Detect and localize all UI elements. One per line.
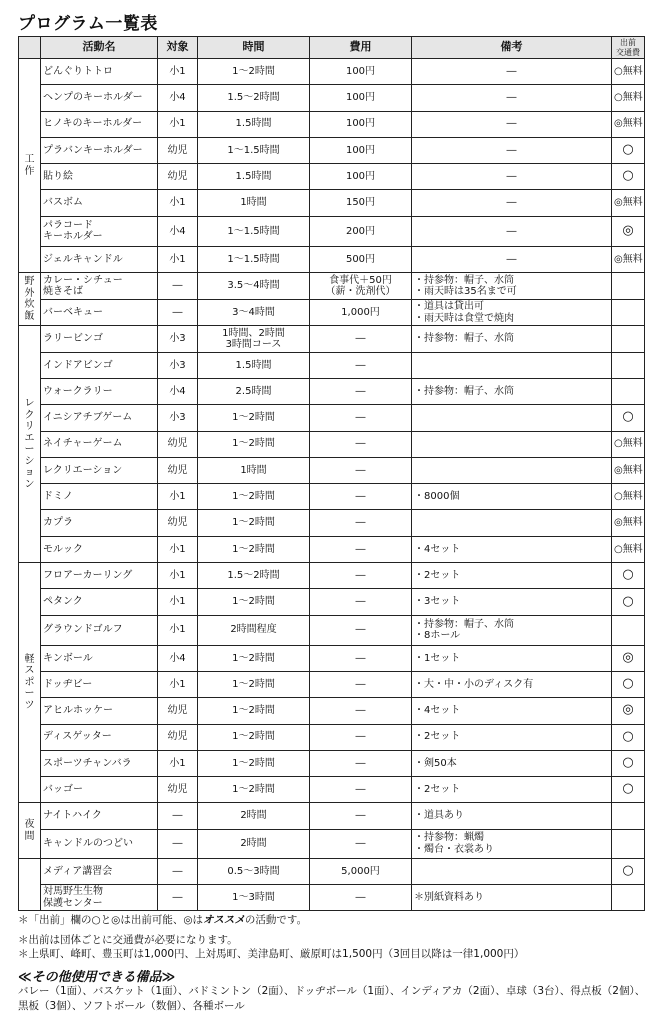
notes-cell: ― (412, 137, 612, 163)
target-cell: 幼児 (158, 137, 198, 163)
target-cell: ― (158, 858, 198, 884)
category-cell (19, 563, 41, 803)
time-cell: 1〜2時間 (198, 589, 310, 615)
activity-name: プラバンキーホルダー (41, 137, 158, 163)
transport-cell: ○無料 (612, 484, 645, 510)
target-cell: 小3 (158, 326, 198, 352)
transport-cell (612, 829, 645, 858)
category-label: レクリエーション (24, 398, 35, 490)
notes-cell: ― (412, 111, 612, 137)
notes-cell: ― (412, 190, 612, 216)
table-row (19, 352, 645, 378)
notes-cell (412, 431, 612, 457)
target-cell: 小4 (158, 85, 198, 111)
activity-name: キンボール (41, 645, 158, 671)
target-cell: 幼児 (158, 698, 198, 724)
time-cell: 1.5〜2時間 (198, 563, 310, 589)
category-cell (19, 858, 41, 911)
target-cell: 小1 (158, 671, 198, 697)
transport-cell (612, 326, 645, 352)
time-cell: 1時間 (198, 457, 310, 483)
cost-cell: 100円 (310, 111, 412, 137)
cost-cell: 食事代＋50円 （薪・洗剤代） (310, 273, 412, 300)
transport-cell: ◎無料 (612, 246, 645, 272)
time-cell: 2時間 (198, 803, 310, 829)
transport-cell (612, 803, 645, 829)
time-cell: 2.5時間 (198, 378, 310, 404)
table-row (19, 111, 645, 137)
cost-cell: ― (310, 484, 412, 510)
time-cell: 1〜1.5時間 (198, 246, 310, 272)
category-cell (19, 273, 41, 326)
header-category (19, 37, 41, 59)
notes-cell: ― (412, 246, 612, 272)
category-cell (19, 803, 41, 858)
target-cell: 小1 (158, 750, 198, 776)
cost-cell: 150円 (310, 190, 412, 216)
activity-name: グラウンドゴルフ (41, 615, 158, 645)
transport-cell (612, 273, 645, 300)
table-row (19, 777, 645, 803)
footnote-2: ＊出前は団体ごとに交通費が必要になります。 (18, 934, 238, 946)
cost-cell: ― (310, 563, 412, 589)
target-cell: 小1 (158, 589, 198, 615)
cost-cell: ― (310, 326, 412, 352)
category-cell (19, 59, 41, 273)
transport-cell: ◎ (612, 216, 645, 246)
notes-cell: ・2セット (412, 724, 612, 750)
activity-name: イニシアチブゲーム (41, 405, 158, 431)
table-row (19, 589, 645, 615)
activity-name: ペタンク (41, 589, 158, 615)
cost-cell: ― (310, 589, 412, 615)
header-target: 対象 (158, 37, 198, 59)
cost-cell: ― (310, 405, 412, 431)
footnote-1 (18, 913, 648, 927)
target-cell: ― (158, 885, 198, 911)
activity-name: ヒノキのキーホルダー (41, 111, 158, 137)
header-notes: 備考 (412, 37, 612, 59)
table-row (19, 885, 645, 911)
time-cell: 1.5時間 (198, 164, 310, 190)
activity-name: ウォークラリー (41, 378, 158, 404)
activity-name: 対馬野生生物 保護センター (41, 885, 158, 911)
notes-cell (412, 405, 612, 431)
recommended-word: オススメ (203, 914, 245, 926)
activity-name: ジェルキャンドル (41, 246, 158, 272)
time-cell: 3〜4時間 (198, 300, 310, 326)
target-cell: 小3 (158, 352, 198, 378)
table-row (19, 698, 645, 724)
cost-cell: 100円 (310, 137, 412, 163)
time-cell: 1〜3時間 (198, 885, 310, 911)
transport-cell (612, 352, 645, 378)
table-row (19, 405, 645, 431)
activity-name: バッゴー (41, 777, 158, 803)
target-cell: 幼児 (158, 510, 198, 536)
activity-name: メディア講習会 (41, 858, 158, 884)
target-cell: 小1 (158, 536, 198, 562)
notes-cell (412, 352, 612, 378)
notes-cell: ― (412, 216, 612, 246)
time-cell: 1〜2時間 (198, 510, 310, 536)
footnote-3: ＊上県町、峰町、豊玉町は1,000円、上対馬町、美津島町、厳原町は1,500円（3回目以降は一律1,000円） (18, 948, 525, 960)
target-cell: 小1 (158, 111, 198, 137)
cost-cell: ― (310, 510, 412, 536)
category-label: 野外炊飯 (24, 276, 35, 322)
cost-cell: 100円 (310, 164, 412, 190)
activity-name: 貼り絵 (41, 164, 158, 190)
target-cell: 小1 (158, 190, 198, 216)
table-row (19, 85, 645, 111)
activity-name: レクリエーション (41, 457, 158, 483)
activity-name: ナイトハイク (41, 803, 158, 829)
target-cell: 小4 (158, 645, 198, 671)
notes-cell (412, 858, 612, 884)
transport-cell: ○ (612, 563, 645, 589)
notes-cell (412, 510, 612, 536)
table-row (19, 164, 645, 190)
transport-cell: ◎無料 (612, 190, 645, 216)
transport-cell: ◎ (612, 698, 645, 724)
table-row (19, 645, 645, 671)
category-label: 工作 (24, 154, 35, 177)
activity-name: どんぐりトトロ (41, 59, 158, 85)
table-row (19, 536, 645, 562)
transport-cell: ○無料 (612, 431, 645, 457)
table-row (19, 750, 645, 776)
time-cell: 1〜2時間 (198, 750, 310, 776)
activity-name: フロアーカーリング (41, 563, 158, 589)
activity-name: ドミノ (41, 484, 158, 510)
target-cell: 幼児 (158, 431, 198, 457)
table-row (19, 563, 645, 589)
target-cell: 小4 (158, 216, 198, 246)
table-row (19, 724, 645, 750)
table-row (19, 300, 645, 326)
time-cell: 1.5時間 (198, 111, 310, 137)
notes-cell: ・8000個 (412, 484, 612, 510)
time-cell: 1〜2時間 (198, 484, 310, 510)
activity-name: スポーツチャンバラ (41, 750, 158, 776)
header-cost: 費用 (310, 37, 412, 59)
transport-cell: ○ (612, 858, 645, 884)
transport-cell: ○ (612, 164, 645, 190)
cost-cell: ― (310, 615, 412, 645)
equipment-title: ≪その他使用できる備品≫ (18, 970, 176, 985)
notes-cell: ・持参物：帽子、水筒 ・8ホール (412, 615, 612, 645)
activity-name: ヘンプのキーホルダー (41, 85, 158, 111)
transport-cell: ◎無料 (612, 510, 645, 536)
target-cell: ― (158, 803, 198, 829)
notes-cell: ― (412, 164, 612, 190)
notes-cell: ・剣50本 (412, 750, 612, 776)
notes-cell: ・2セット (412, 777, 612, 803)
activity-name: パラコード キーホルダー (41, 216, 158, 246)
activity-name: ディスゲッター (41, 724, 158, 750)
transport-cell (612, 378, 645, 404)
cost-cell: ― (310, 378, 412, 404)
table-row (19, 246, 645, 272)
transport-cell: ◎無料 (612, 457, 645, 483)
footnote-1-text: ＊「出前」欄の○と◎は出前可能、◎は (18, 914, 203, 926)
cost-cell: ― (310, 698, 412, 724)
time-cell: 1〜2時間 (198, 405, 310, 431)
equipment-list: バレー（1面）、バスケット（1面）、バドミントン（2面）、ドッヂボール（1面）、インディアカ（2面）、卓球（3台）、得点板（2個）、黒板（3個）、ソフトボール（数個）、各種ボール (18, 985, 646, 1012)
activity-name: ラリービンゴ (41, 326, 158, 352)
notes-cell: ― (412, 59, 612, 85)
table-row (19, 803, 645, 829)
transport-cell (612, 885, 645, 911)
notes-cell (412, 457, 612, 483)
time-cell: 2時間程度 (198, 615, 310, 645)
time-cell: 3.5〜4時間 (198, 273, 310, 300)
time-cell: 0.5〜3時間 (198, 858, 310, 884)
transport-cell (612, 300, 645, 326)
table-row (19, 431, 645, 457)
target-cell: 幼児 (158, 457, 198, 483)
activity-name: インドアビンゴ (41, 352, 158, 378)
notes-cell: ・4セット (412, 536, 612, 562)
transport-cell: ○ (612, 777, 645, 803)
transport-cell: ○無料 (612, 536, 645, 562)
notes-cell: ・持参物：帽子、水筒 (412, 326, 612, 352)
cost-cell: ― (310, 750, 412, 776)
cost-cell: ― (310, 803, 412, 829)
target-cell: 小1 (158, 484, 198, 510)
target-cell: ― (158, 273, 198, 300)
table-row (19, 484, 645, 510)
cost-cell: 500円 (310, 246, 412, 272)
cost-cell: 100円 (310, 59, 412, 85)
time-cell: 1〜2時間 (198, 645, 310, 671)
time-cell: 1〜2時間 (198, 777, 310, 803)
cost-cell: ― (310, 724, 412, 750)
cost-cell: ― (310, 671, 412, 697)
activity-name: キャンドルのつどい (41, 829, 158, 858)
cost-cell: ― (310, 352, 412, 378)
transport-cell: ○ (612, 724, 645, 750)
time-cell: 1〜1.5時間 (198, 137, 310, 163)
target-cell: 小4 (158, 378, 198, 404)
time-cell: 1〜2時間 (198, 698, 310, 724)
target-cell: 小1 (158, 246, 198, 272)
notes-cell: ・3セット (412, 589, 612, 615)
notes-cell: ・大・中・小のディスク有 (412, 671, 612, 697)
program-table (18, 36, 645, 911)
notes-cell: ・持参物：帽子、水筒 ・雨天時は35名まで可 (412, 273, 612, 300)
target-cell: 幼児 (158, 164, 198, 190)
page-title: プログラム一覧表 (18, 14, 158, 34)
header-name: 活動名 (41, 37, 158, 59)
notes-cell: ― (412, 85, 612, 111)
transport-cell: ○ (612, 405, 645, 431)
table-row (19, 829, 645, 858)
table-row (19, 510, 645, 536)
table-row (19, 216, 645, 246)
transport-cell: ◎ (612, 645, 645, 671)
cost-cell: ― (310, 829, 412, 858)
notes-cell: ・道具は貸出可 ・雨天時は食堂で焼肉 (412, 300, 612, 326)
transport-cell: ○ (612, 137, 645, 163)
time-cell: 1〜2時間 (198, 536, 310, 562)
notes-cell: ・道具あり (412, 803, 612, 829)
header-transport: 出前 交通費 (612, 37, 645, 59)
cost-cell: ― (310, 777, 412, 803)
transport-cell (612, 615, 645, 645)
time-cell: 1〜2時間 (198, 671, 310, 697)
table-row (19, 59, 645, 85)
cost-cell: ― (310, 457, 412, 483)
time-cell: 1時間、2時間 3時間コース (198, 326, 310, 352)
table-row (19, 457, 645, 483)
transport-cell: ◎無料 (612, 111, 645, 137)
activity-name: カレー・シチュー 焼きそば (41, 273, 158, 300)
table-row (19, 273, 645, 300)
table-row (19, 858, 645, 884)
notes-cell: ・2セット (412, 563, 612, 589)
target-cell: 小1 (158, 563, 198, 589)
cost-cell: 5,000円 (310, 858, 412, 884)
table-row (19, 326, 645, 352)
time-cell: 1〜2時間 (198, 59, 310, 85)
cost-cell: ― (310, 645, 412, 671)
cost-cell: 200円 (310, 216, 412, 246)
category-label: 軽スポーツ (24, 653, 35, 711)
transport-cell: ○無料 (612, 85, 645, 111)
activity-name: モルック (41, 536, 158, 562)
activity-name: バスボム (41, 190, 158, 216)
table-row (19, 190, 645, 216)
cost-cell: ― (310, 431, 412, 457)
transport-cell: ○ (612, 589, 645, 615)
time-cell: 1〜1.5時間 (198, 216, 310, 246)
target-cell: 幼児 (158, 777, 198, 803)
cost-cell: 1,000円 (310, 300, 412, 326)
cost-cell: 100円 (310, 85, 412, 111)
target-cell: ― (158, 829, 198, 858)
table-row (19, 615, 645, 645)
table-body (19, 59, 645, 911)
notes-cell: ・持参物：蝋燭 ・燭台・衣裳あり (412, 829, 612, 858)
target-cell: ― (158, 300, 198, 326)
table-row (19, 137, 645, 163)
table-row (19, 671, 645, 697)
category-cell (19, 326, 41, 563)
table-row (19, 378, 645, 404)
table-header-row (19, 37, 645, 59)
activity-name: ネイチャーゲーム (41, 431, 158, 457)
time-cell: 1時間 (198, 190, 310, 216)
time-cell: 1.5〜2時間 (198, 85, 310, 111)
activity-name: ドッヂビー (41, 671, 158, 697)
notes-cell: ・1セット (412, 645, 612, 671)
time-cell: 1〜2時間 (198, 431, 310, 457)
cost-cell: ― (310, 536, 412, 562)
target-cell: 小1 (158, 615, 198, 645)
activity-name: アヒルホッケー (41, 698, 158, 724)
header-time: 時間 (198, 37, 310, 59)
notes-cell: ＊別紙資料あり (412, 885, 612, 911)
target-cell: 小3 (158, 405, 198, 431)
time-cell: 2時間 (198, 829, 310, 858)
time-cell: 1.5時間 (198, 352, 310, 378)
category-label: 夜間 (24, 819, 35, 842)
target-cell: 幼児 (158, 724, 198, 750)
transport-cell: ○ (612, 671, 645, 697)
activity-name: バーベキュー (41, 300, 158, 326)
footnotes (18, 913, 648, 961)
transport-cell: ○無料 (612, 59, 645, 85)
cost-cell: ― (310, 885, 412, 911)
footnote-1-tail: の活動です。 (244, 914, 308, 926)
notes-cell: ・持参物：帽子、水筒 (412, 378, 612, 404)
notes-cell: ・4セット (412, 698, 612, 724)
activity-name: カプラ (41, 510, 158, 536)
transport-cell: ○ (612, 750, 645, 776)
time-cell: 1〜2時間 (198, 724, 310, 750)
target-cell: 小1 (158, 59, 198, 85)
